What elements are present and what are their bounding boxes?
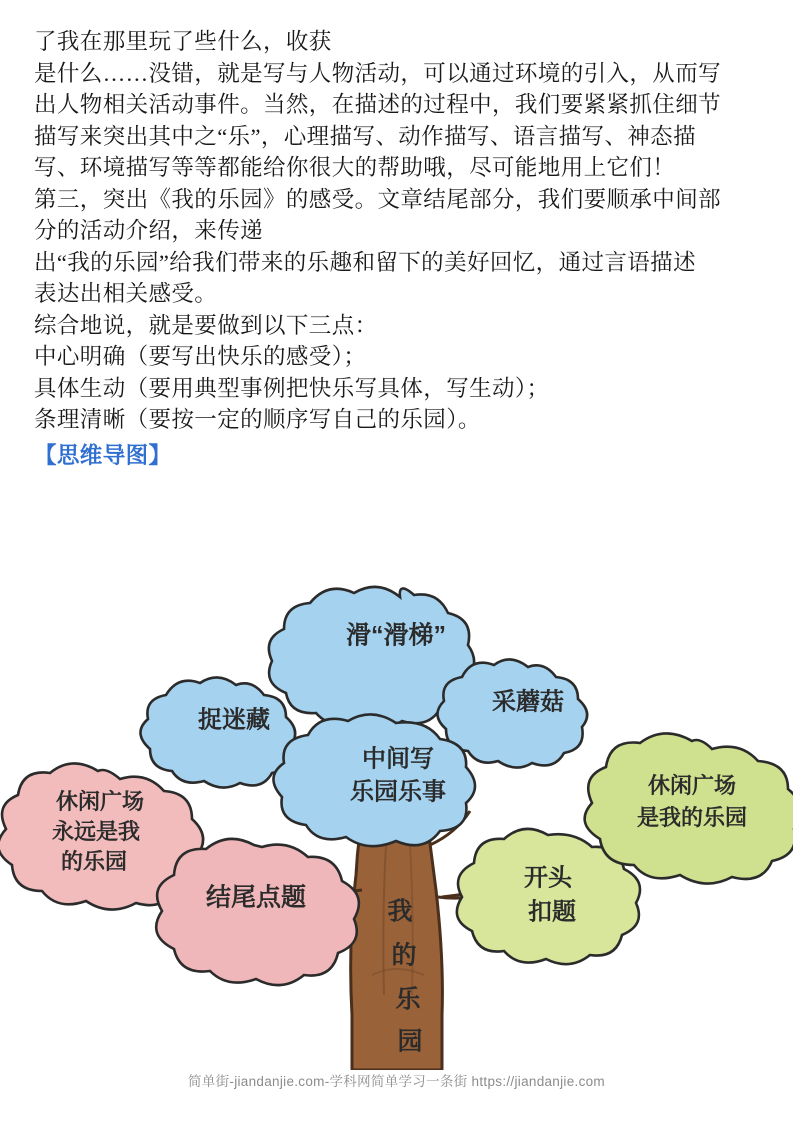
node-right-plaza-line1: 休闲广场 bbox=[647, 772, 737, 798]
node-opening-line1: 开头 bbox=[524, 864, 572, 892]
mindmap-illustration bbox=[0, 545, 793, 1070]
text-line: 描写来突出其中之“乐”，心理描写、动作描写、语言描写、神态描 bbox=[34, 123, 696, 149]
text-line: 出“我的乐园”给我们带来的乐趣和留下的美好回忆，通过言语描述 bbox=[34, 249, 696, 275]
text-line: 出人物相关活动事件。当然，在描述的过程中，我们要紧紧抓住细节 bbox=[34, 92, 722, 117]
trunk-char-1: 我 bbox=[387, 897, 413, 926]
watermark-footer: 简单街-jiandanjie.com-学科网简单学习一条街 https://jiandanjie.com bbox=[188, 1074, 605, 1089]
node-mushroom-label: 采蘑菇 bbox=[492, 688, 564, 716]
node-left-plaza-line3: 的乐园 bbox=[60, 848, 128, 874]
node-opening-line2: 扣题 bbox=[528, 898, 576, 926]
text-line: 表达出相关感受。 bbox=[34, 281, 218, 306]
text-line: 综合地说，就是要做到以下三点： bbox=[34, 312, 378, 338]
node-slide-label: 滑“滑梯” bbox=[345, 621, 447, 650]
text-line: 条理清晰（要按一定的顺序写自己的乐园）。 bbox=[34, 407, 481, 432]
text-line: 写、环境描写等等都能给你很大的帮助哦，尽可能地用上它们！ bbox=[34, 155, 676, 180]
node-ending-label: 结尾点题 bbox=[205, 883, 307, 912]
trunk-char-4: 园 bbox=[397, 1027, 423, 1056]
node-middle bbox=[273, 714, 475, 846]
node-left-plaza-line1: 休闲广场 bbox=[55, 788, 145, 814]
node-hide-seek bbox=[140, 677, 295, 787]
text-line: 了我在那里玩了些什么，收获 bbox=[34, 29, 332, 54]
text-line: 第三，突出《我的乐园》的感受。文章结尾部分，我们要顺承中间部 bbox=[34, 186, 722, 212]
trunk-char-3: 乐 bbox=[395, 985, 421, 1014]
node-right-plaza bbox=[585, 733, 793, 883]
node-middle-label-line1: 中间写 bbox=[362, 745, 434, 773]
trunk-char-2: 的 bbox=[391, 941, 417, 970]
text-line: 分的活动介绍，来传递 bbox=[34, 218, 264, 243]
node-hide-seek-label: 捉迷藏 bbox=[198, 706, 270, 734]
node-ending bbox=[156, 839, 359, 985]
node-right-plaza-line2: 是我的乐园 bbox=[636, 804, 748, 830]
node-left-plaza-line2: 永远是我 bbox=[51, 818, 141, 844]
text-line: 中心明确（要写出快乐的感受）； bbox=[34, 344, 367, 369]
text-line: 具体生动（要用典型事例把快乐写具体，写生动）； bbox=[34, 375, 550, 401]
node-middle-label-line2: 乐园乐事 bbox=[350, 778, 446, 806]
section-heading-mindmap: 【思维导图】 bbox=[34, 442, 172, 468]
text-line: 是什么……没错，就是写与人物活动，可以通过环境的引入，从而写 bbox=[34, 60, 722, 86]
article-text bbox=[34, 26, 762, 471]
